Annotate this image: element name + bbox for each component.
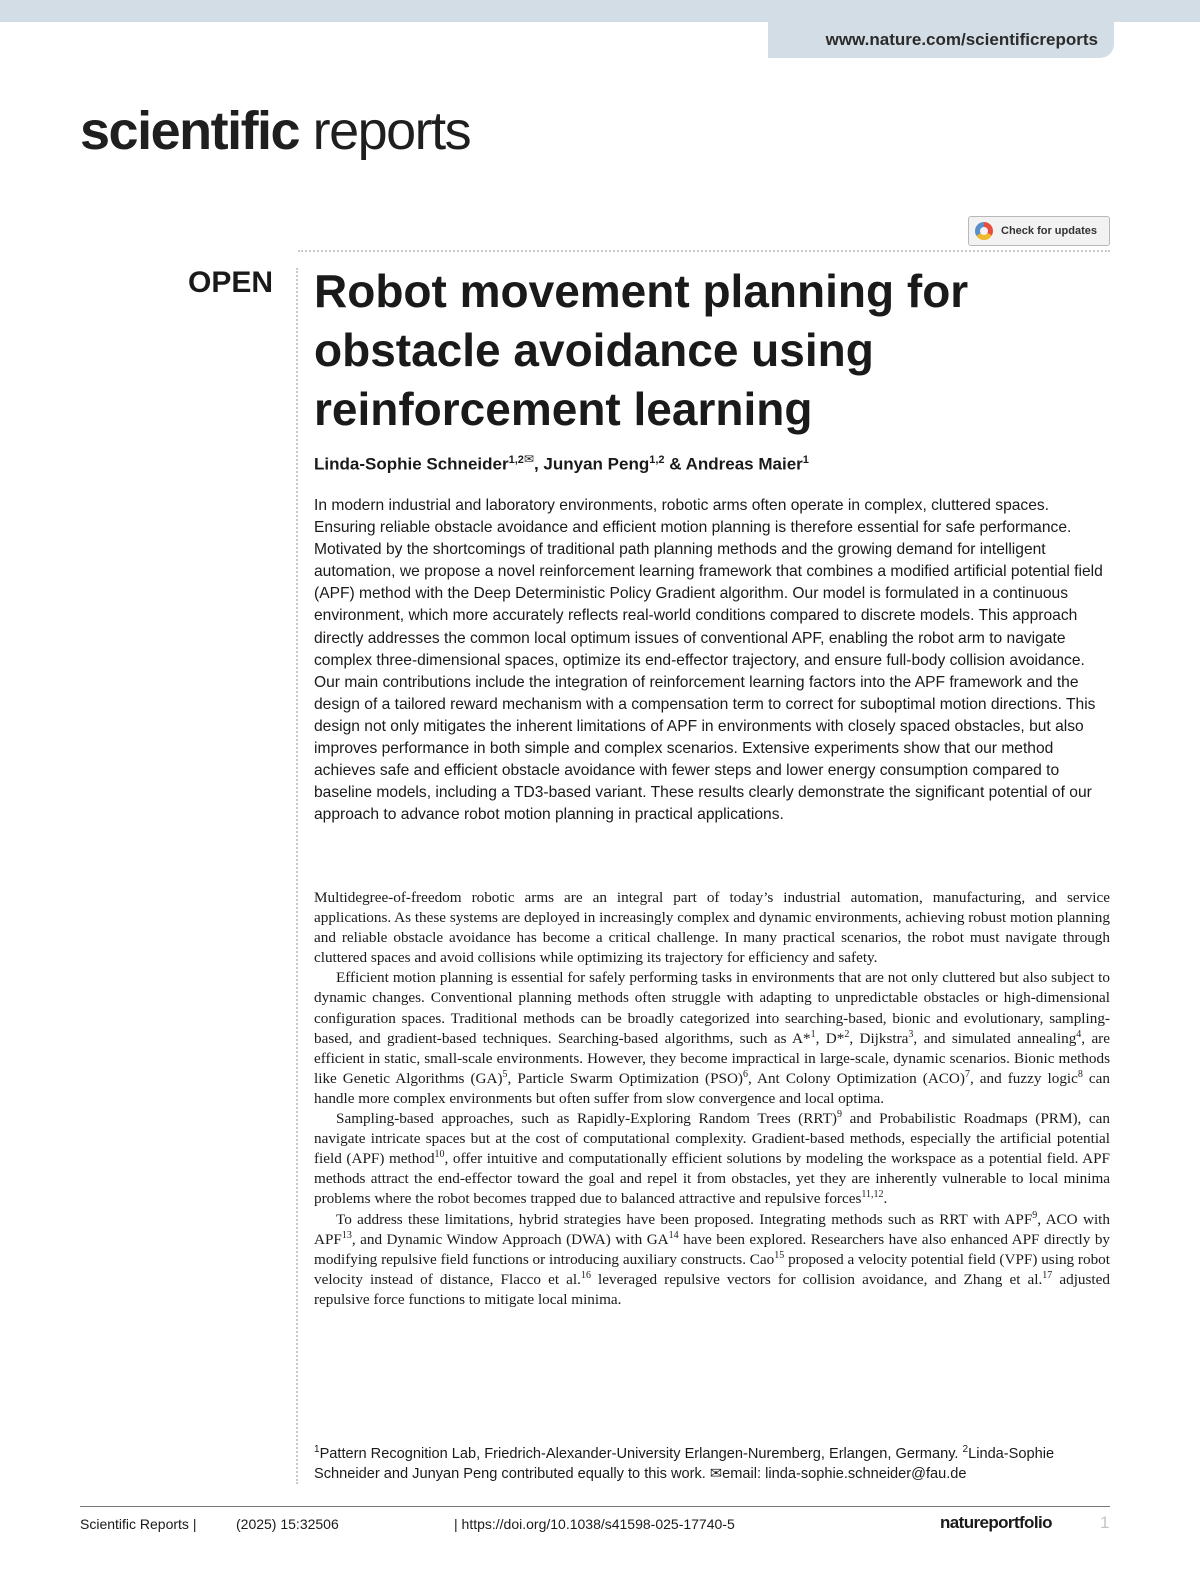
body-paragraph [314,1210,1110,1310]
body-text-run: leveraged repulsive vectors for collision avoidance, and Zhang et al. [590,1270,1043,1288]
body-text-run: have been explored. Researchers have also enhanced APF directly by modifying repulsive field functions or introducing auxiliary constructs. Cao [314,1230,1111,1268]
dotted-divider-vertical [296,268,298,1484]
author-name[interactable]: Andreas Maier [685,454,803,474]
body-paragraph [314,888,1110,968]
body-text-run: , D* [815,1029,845,1047]
footer-doi-link[interactable]: | https://doi.org/10.1038/s41598-025-17740-5 [454,1516,735,1532]
body-text-run: To address these limitations, hybrid strategies have been proposed. Integrating methods such as RRT with APF [336,1210,1033,1228]
reference-citation[interactable]: 15 [774,1249,785,1261]
reference-citation[interactable]: 10 [434,1149,445,1161]
masthead-reports: reports [299,101,471,161]
top-bar [0,0,1200,22]
author-list [314,452,1094,475]
body-text-run: and Probabilistic Roadmaps (PRM), can navigate intricate spaces but at the cost of computational complexity. Gradient-based methods, especially the artificial potential field (APF) method [314,1110,1111,1168]
journal-masthead[interactable] [80,100,470,170]
body-text-run: can handle more complex environments but often suffer from slow convergence and local optima. [314,1069,1110,1107]
footer-rule [80,1506,1110,1507]
body-text-run: Multidegree-of-freedom robotic arms are an integral part of today’s industrial automation, manufacturing, and service applications. As these systems are deployed in increasingly complex and dynamic environments, achieving robust motion planning and reliable obstacle avoidance has become a critical challenge. In many practical scenarios, the robot must navigate through cluttered spaces and avoid collisions while optimizing its trajectory for efficiency and safety. [314,889,1110,967]
reference-citation[interactable]: 9 [836,1108,842,1120]
footer-year-volume: (2025) 15:32506 [236,1516,339,1532]
email-icon: ✉ [709,1466,723,1483]
footer-journal: Scientific Reports | [80,1516,197,1532]
author-affiliation-sup: 1,2 [649,454,665,466]
reference-citation[interactable]: 6 [743,1068,748,1080]
open-access-label: OPEN [188,266,274,299]
masthead-scientific: scientific [80,101,300,161]
body-text-run: Sampling-based approaches, such as Rapidly-Exploring Random Trees (RRT) [336,1110,837,1128]
check-for-updates-label: Check for updates [1001,225,1097,237]
reference-citation[interactable]: 17 [1042,1269,1053,1281]
author-separator: & [664,454,686,474]
body-text-run: , and simulated annealing [913,1029,1077,1047]
reference-citation[interactable]: 5 [502,1068,508,1080]
body-text-run: , ACO with APF [314,1210,1110,1248]
reference-citation[interactable]: 9 [1032,1209,1038,1221]
body-text-run: , offer intuitive and computationally efficient solutions by modeling the workspace as a potential field. APF methods attract the end-effector toward the goal and repel it from obstacles, yet they are inherently vulnerable to local minima problems where the robot becomes trapped due to balanced attractive and repulsive forces [314,1150,1110,1208]
body-paragraph [314,968,1110,1109]
body-text-run: , Dijkstra [849,1029,909,1047]
reference-citation[interactable]: 8 [1077,1068,1083,1080]
crossmark-icon [975,222,993,240]
abstract: In modern industrial and laboratory environments, robotic arms often operate in complex, cluttered spaces. Ensuring reliable obstacle avoidance and efficient motion planning is therefore essential for safe performance. Motivated by the shortcomings of traditional path planning methods and the growing demand for intelligent automation, we propose a novel reinforcement learning framework that combines a modified artificial potential field (APF) method with the Deep Deterministic Policy Gradient algorithm. Our model is formulated in a continuous environment, which more accurately reflects real-world conditions compared to discrete models. This approach directly addresses the common local optimum issues of conventional APF, enabling the robot arm to navigate complex three-dimensional spaces, optimize its end-effector trajectory, and ensure full-body collision avoidance. Our main contributions include the integration of reinforcement learning factors into the APF framework and the design of a tailored reward mechanism with a compensation term to correct for suboptimal motion directions. This design not only mitigates the inherent limitations of APF in environments with closely spaced obstacles, but also improves performance in both simple and complex scenarios. Extensive experiments show that our method achieves safe and efficient obstacle avoidance with fewer steps and lower energy consumption compared to baseline models, including a TD3-based variant. These results clearly demonstrate the significant potential of our approach to advance robot motion planning in practical applications. [314,497,1103,824]
author-name[interactable]: Linda-Sophie Schneider [314,454,509,474]
reference-citation[interactable]: 11,12 [861,1189,884,1201]
journal-url[interactable]: www.nature.com/scientificreports [768,22,1114,58]
corresponding-email[interactable]: email: linda-sophie.schneider@fau.de [722,1466,967,1483]
article-title: Robot movement planning for obstacle avoidance using reinforcement learning [314,265,969,435]
body-text-run: , and Dynamic Window Approach (DWA) with GA [351,1230,669,1248]
reference-citation[interactable]: 1 [810,1028,816,1040]
dotted-divider-horizontal [298,250,1110,252]
author-affiliation-sup: 1 [802,454,809,466]
body-text-run: , are efficient in static, small-scale environments. However, they become impractical in large-scale, dynamic scenarios. Bionic methods like Genetic Algorithms (GA) [314,1029,1110,1087]
body-text-run: , Particle Swarm Optimization (PSO) [507,1069,743,1087]
body-text-run: adjusted repulsive force functions to mitigate local minima. [314,1270,1110,1308]
affiliations [314,1440,1114,1485]
body-paragraph [314,1109,1110,1209]
reference-citation[interactable]: 16 [580,1269,591,1281]
reference-citation[interactable]: 14 [668,1229,679,1241]
affiliation-2: Linda-Sophie Schneider and Junyan Peng contributed equally to this work. [314,1445,1055,1483]
author-name[interactable]: Junyan Peng [543,454,650,474]
reference-citation[interactable]: 7 [964,1068,970,1080]
email-icon[interactable]: ✉ [523,452,534,466]
body-text [314,888,1110,1310]
publisher-logo: natureportfolio [940,1513,1052,1532]
author-affiliation-sup: 1,2 [508,454,524,466]
body-text-run: Efficient motion planning is essential for safely performing tasks in environments that are not only cluttered but also subject to dynamic changes. Conventional planning methods often struggle with adapting to unpredictable obstacles or high-dimensional configuration spaces. Traditional methods can be broadly categorized into searching-based, bionic and evolutionary, sampling-based, and gradient-based techniques. Searching-based algorithms, such as A* [314,969,1110,1047]
reference-citation[interactable]: 13 [341,1229,352,1241]
body-text-run: , and fuzzy logic [969,1069,1078,1087]
page-number: 1 [1100,1513,1110,1532]
affiliation-sup: 2 [962,1444,969,1455]
reference-citation[interactable]: 3 [908,1028,914,1040]
reference-citation[interactable]: 2 [844,1028,850,1040]
author-separator: , [533,454,544,474]
body-text-run: . [883,1190,888,1208]
affiliation-1: Pattern Recognition Lab, Friedrich-Alexander-University Erlangen-Nuremberg, Erlangen, Germany. [319,1445,963,1462]
reference-citation[interactable]: 4 [1076,1028,1082,1040]
affiliation-sup: 1 [314,1444,320,1455]
body-text-run: proposed a velocity potential field (VPF) using robot velocity instead of distance, Flacco et al. [314,1250,1110,1288]
check-for-updates-button[interactable] [968,216,1110,246]
body-text-run: , Ant Colony Optimization (ACO) [748,1069,965,1087]
